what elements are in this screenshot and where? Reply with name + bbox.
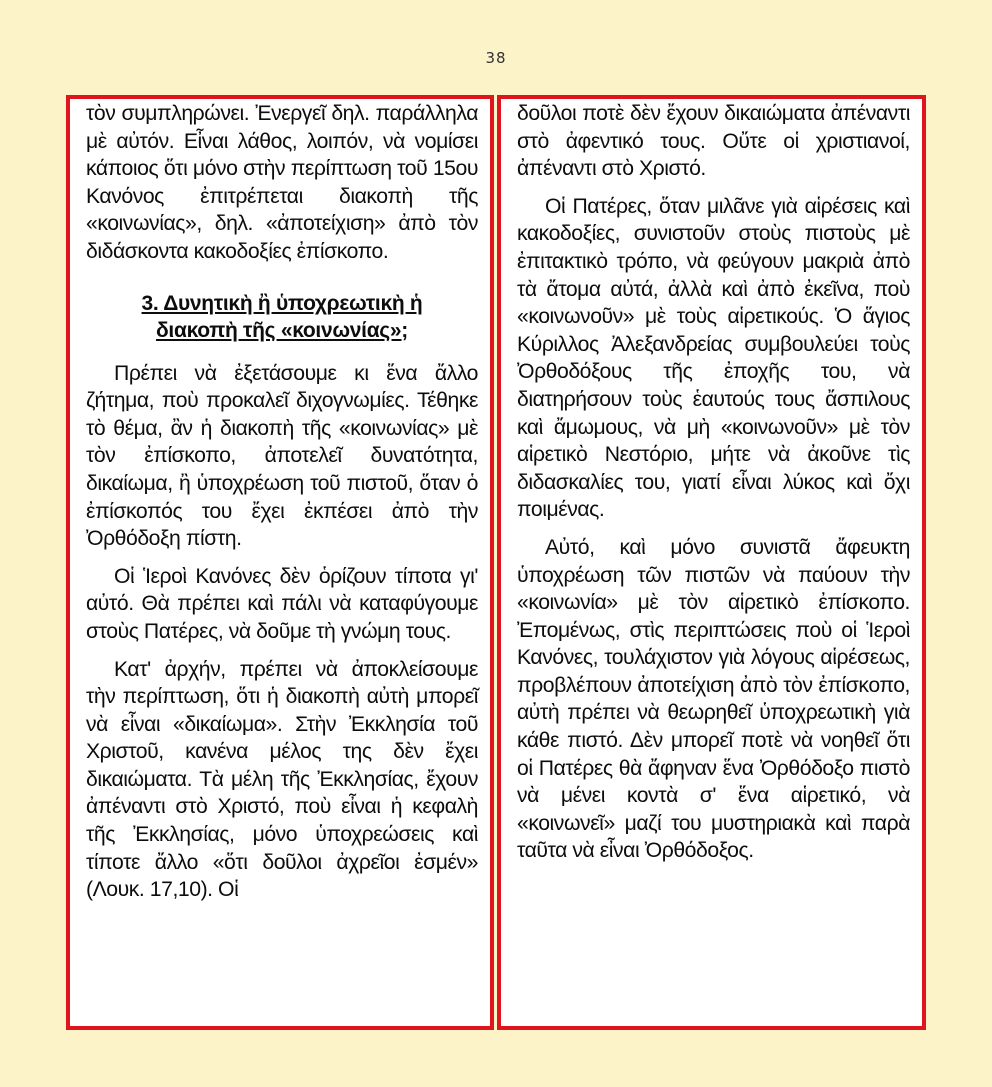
right-paragraph-2: Οἱ Πατέρες, ὅταν μιλᾶνε γιὰ αἱρέσεις καὶ κακοδοξίες, συνιστοῦν στοὺς πιστοὺς μὲ ἐπιτακτικὸ τρόπο, νὰ φεύγουν μακριὰ ἀπὸ τὰ ἄτομα αὐτά, ἀλλὰ καὶ ἀπὸ ἐκεῖνα, ποὺ «κοινωνοῦν» μὲ τοὺς αἱρετικούς. Ὁ ἅγιος Κύριλλος Ἀλεξανδρείας συμβουλεύει τοὺς Ὀρθοδόξους τῆς ἐποχῆς του, νὰ διατηρήσουν τοὺς ἑαυτούς τους ἄσπιλους καὶ ἄμωμους, νὰ μὴ «κοινωνοῦν» μὲ τὸν αἱρετικὸ Νεστόριο, μήτε νὰ ἀκοῦνε τὶς διδασκαλίες του, γιατί εἶναι λύκος καὶ ὄχι ποιμένας. xyxy=(517,194,910,522)
page-number: 38 xyxy=(485,49,507,67)
section-heading xyxy=(86,290,478,344)
left-paragraph-4: Κατ' ἀρχήν, πρέπει νὰ ἀποκλείσουμε τὴν περίπτωση, ὅτι ἡ διακοπὴ αὐτὴ μπορεῖ νὰ εἶναι «δικαίωμα». Στὴν Ἐκκλησία τοῦ Χριστοῦ, κανένα μέλος της δὲν ἔχει δικαιώματα. Τὰ μέλη τῆς Ἐκκλησίας, ἔχουν ἀπέναντι στὸ Χριστό, ποὺ εἶναι ἡ κεφαλὴ τῆς Ἐκκλησίας, μόνο ὑποχρεώσεις καὶ τίποτε ἄλλο «ὅτι δοῦλοι ἀχρεῖοι ἐσμέν» (Λουκ. 17,10). Οἱ xyxy=(86,657,478,902)
right-text-column xyxy=(497,95,926,1030)
left-paragraph-3: Οἱ Ἱεροὶ Κανόνες δὲν ὁρίζουν τίποτα γι' αὐτό. Θὰ πρέπει καὶ πάλι νὰ καταφύγουμε στοὺς Πατέρες, νὰ δοῦμε τὴ γνώμη τους. xyxy=(86,564,478,643)
right-paragraph-1: δοῦλοι ποτὲ δὲν ἔχουν δικαιώματα ἀπέναντι στὸ ἀφεντικό τους. Οὔτε οἱ χριστιανοί, ἀπέναντι στὸ Χριστό. xyxy=(517,102,910,181)
left-text-column xyxy=(66,95,494,1030)
left-paragraph-2: Πρέπει νὰ ἐξετάσουμε κι ἕνα ἄλλο ζήτημα, ποὺ προκαλεῖ διχογνωμίες. Τέθηκε τὸ θέμα, ἂν ἡ διακοπὴ τῆς «κοινωνίας» μὲ τὸν ἐπίσκοπο, ἀποτελεῖ δυνατότητα, δικαίωμα, ἢ ὑποχρέωση τοῦ πιστοῦ, ὅταν ὁ ἐπίσκοπός του ἔχει ἐκπέσει ἀπὸ τὴν Ὀρθόδοξη πίστη. xyxy=(86,361,478,551)
right-paragraph-3: Αὐτό, καὶ μόνο συνιστᾶ ἄφευκτη ὑποχρέωση τῶν πιστῶν νὰ παύουν τὴν «κοινωνία» μὲ τὸν αἱρετικὸ ἐπίσκοπο. Ἐπομένως, στὶς περιπτώσεις ποὺ οἱ Ἱεροὶ Κανόνες, τουλάχιστον γιὰ λόγους αἱρέσεως, προβλέπουν ἀποτείχιση ἀπὸ τὸν ἐπίσκοπο, αὐτὴ πρέπει νὰ θεωρηθεῖ ὑποχρεωτικὴ γιὰ κάθε πιστό. Δὲν μπορεῖ ποτὲ νὰ νοηθεῖ ὅτι οἱ Πατέρες θὰ ἄφηναν ἕνα Ὀρθόδοξο πιστὸ νὰ μένει κοντὰ σ' ἕνα αἱρετικό, νὰ «κοινωνεῖ» μαζί του μυστηριακὰ καὶ παρὰ ταῦτα νὰ εἶναι Ὀρθόδοξος. xyxy=(517,535,910,863)
section-heading-line-1: 3. Δυνητικὴ ἢ ὑποχρεωτικὴ ἡ xyxy=(141,291,423,315)
section-heading-line-2: διακοπὴ τῆς «κοινωνίας»; xyxy=(155,318,409,342)
left-paragraph-1: τὸν συμπληρώνει. Ἐνεργεῖ δηλ. παράλληλα μὲ αὐτόν. Εἶναι λάθος, λοιπόν, νὰ νομίσει κάποιος ὅτι μόνο στὴν περίπτωση τοῦ 15ου Κανόνος ἐπιτρέπεται διακοπὴ τῆς «κοινωνίας», δηλ. «ἀποτείχιση» ἀπὸ τὸν διδάσκοντα κακοδοξίες ἐπίσκοπο. xyxy=(86,102,478,263)
